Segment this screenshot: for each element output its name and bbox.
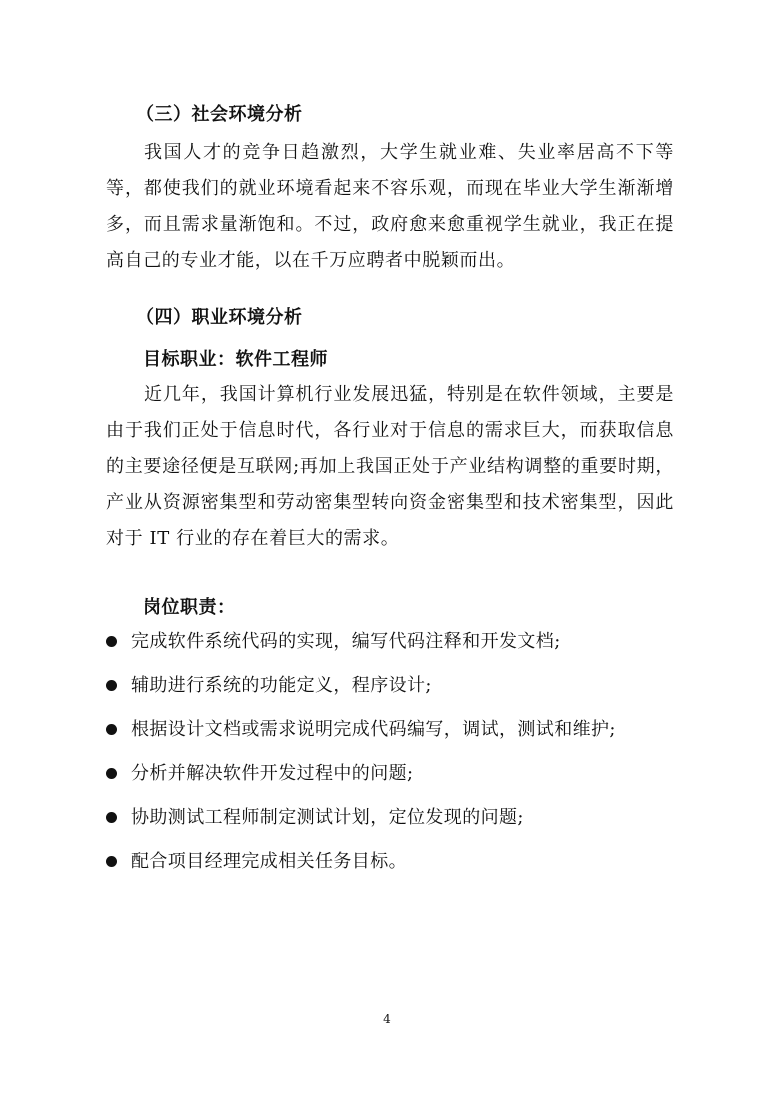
section-heading-career: （四）职业环境分析: [136, 307, 303, 328]
social-paragraph: 我国人才的竞争日趋激烈，大学生就业难、失业率居高不下等等，都使我们的就业环境看起来不容乐观，而现在毕业大学生渐渐增多，而且需求量渐饱和。不过，政府愈来愈重视学生就业，我正在提高自己的专业才能，以在千万应聘者中脱颖而出。: [106, 142, 674, 271]
duty-text: 辅助进行系统的功能定义，程序设计;: [131, 675, 432, 696]
bullet-icon: [106, 856, 117, 867]
list-item: [104, 620, 684, 664]
bullet-icon: [106, 768, 117, 779]
list-item: [104, 796, 684, 840]
section-heading-social: （三）社会环境分析: [136, 104, 303, 125]
duty-text: 配合项目经理完成相关任务目标。: [131, 851, 407, 872]
target-job-label: 目标职业：软件工程师: [143, 349, 328, 370]
duty-text: 协助测试工程师制定测试计划，定位发现的问题;: [131, 807, 524, 828]
list-item: [104, 708, 684, 752]
duty-text: 根据设计文档或需求说明完成代码编写，调试，测试和维护;: [131, 719, 616, 740]
list-item: [104, 664, 684, 708]
bullet-icon: [106, 636, 117, 647]
duties-list: [104, 620, 684, 884]
bullet-icon: [106, 680, 117, 691]
bullet-icon: [106, 812, 117, 823]
career-paragraph: 近几年，我国计算机行业发展迅猛，特别是在软件领域，主要是由于我们正处于信息时代，各行业对于信息的需求巨大，而获取信息的主要途径便是互联网;再加上我国正处于产业结构调整的重要时期，产业从资源密集型和劳动密集型转向资金密集型和技术密集型，因此对于 IT 行业的存在着巨大的需求。: [106, 384, 674, 549]
list-item: [104, 840, 684, 884]
bullet-icon: [106, 724, 117, 735]
list-item: [104, 752, 684, 796]
page-number: 4: [383, 1012, 391, 1026]
duties-heading: 岗位职责：: [143, 597, 236, 618]
duty-text: 完成软件系统代码的实现，编写代码注释和开发文档;: [131, 631, 561, 652]
duty-text: 分析并解决软件开发过程中的问题;: [131, 763, 414, 784]
